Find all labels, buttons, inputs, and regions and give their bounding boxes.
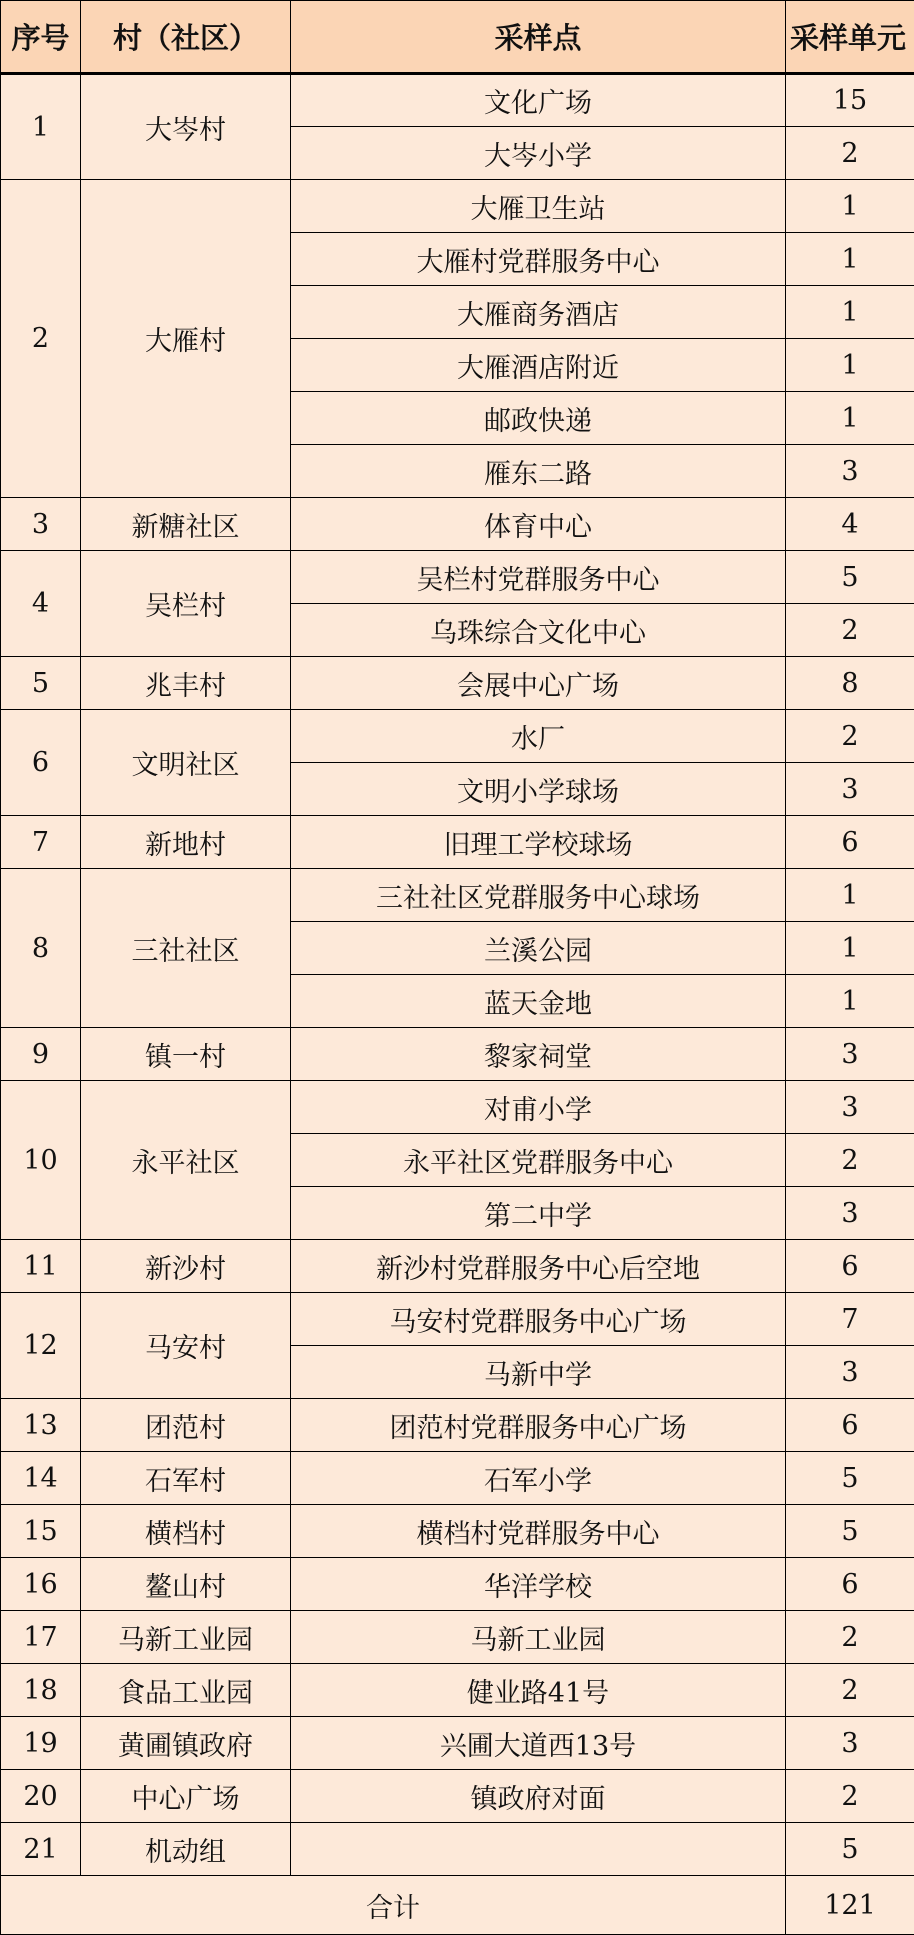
cell-village: 文明社区 [81, 710, 291, 816]
cell-village: 中心广场 [81, 1770, 291, 1823]
cell-units: 6 [786, 1240, 914, 1293]
cell-seq: 17 [1, 1611, 81, 1664]
cell-site: 乌珠综合文化中心 [291, 604, 786, 657]
cell-village: 鳌山村 [81, 1558, 291, 1611]
table-row [1, 1611, 914, 1664]
table-row [1, 1717, 914, 1770]
cell-units: 3 [786, 1187, 914, 1240]
table-body [1, 74, 914, 1876]
cell-site: 吴栏村党群服务中心 [291, 551, 786, 604]
cell-site: 大雁商务酒店 [291, 286, 786, 339]
cell-units: 15 [786, 74, 914, 127]
cell-site: 新沙村党群服务中心后空地 [291, 1240, 786, 1293]
cell-seq: 2 [1, 180, 81, 498]
cell-units: 6 [786, 1558, 914, 1611]
cell-units: 6 [786, 1399, 914, 1452]
cell-units: 5 [786, 1823, 914, 1876]
cell-seq: 11 [1, 1240, 81, 1293]
cell-site: 华洋学校 [291, 1558, 786, 1611]
cell-village: 镇一村 [81, 1028, 291, 1081]
cell-village: 机动组 [81, 1823, 291, 1876]
header-village: 村（社区） [81, 1, 291, 74]
cell-village: 马新工业园 [81, 1611, 291, 1664]
cell-units: 2 [786, 1611, 914, 1664]
cell-site: 镇政府对面 [291, 1770, 786, 1823]
header-site: 采样点 [291, 1, 786, 74]
cell-units: 3 [786, 1081, 914, 1134]
table-row [1, 1399, 914, 1452]
cell-village: 食品工业园 [81, 1664, 291, 1717]
table-row [1, 710, 914, 763]
cell-site: 体育中心 [291, 498, 786, 551]
cell-seq: 3 [1, 498, 81, 551]
cell-units: 5 [786, 1452, 914, 1505]
cell-seq: 5 [1, 657, 81, 710]
cell-seq: 4 [1, 551, 81, 657]
cell-village: 三社社区 [81, 869, 291, 1028]
table-row [1, 551, 914, 604]
header-seq: 序号 [1, 1, 81, 74]
cell-units: 7 [786, 1293, 914, 1346]
cell-site: 旧理工学校球场 [291, 816, 786, 869]
total-label: 合计 [1, 1876, 786, 1935]
cell-site: 大雁酒店附近 [291, 339, 786, 392]
cell-units: 2 [786, 1770, 914, 1823]
cell-village: 黄圃镇政府 [81, 1717, 291, 1770]
cell-village: 兆丰村 [81, 657, 291, 710]
cell-units: 6 [786, 816, 914, 869]
cell-village: 大雁村 [81, 180, 291, 498]
cell-units: 1 [786, 233, 914, 286]
cell-village: 新糖社区 [81, 498, 291, 551]
cell-units: 1 [786, 286, 914, 339]
cell-site: 蓝天金地 [291, 975, 786, 1028]
cell-seq: 8 [1, 869, 81, 1028]
cell-seq: 10 [1, 1081, 81, 1240]
cell-units: 1 [786, 975, 914, 1028]
cell-site: 大岑小学 [291, 127, 786, 180]
cell-site: 大雁卫生站 [291, 180, 786, 233]
cell-site: 永平社区党群服务中心 [291, 1134, 786, 1187]
cell-village: 永平社区 [81, 1081, 291, 1240]
table-row [1, 180, 914, 233]
cell-seq: 9 [1, 1028, 81, 1081]
table-row [1, 74, 914, 127]
cell-village: 新地村 [81, 816, 291, 869]
table-row [1, 657, 914, 710]
table-row [1, 1293, 914, 1346]
cell-site: 三社社区党群服务中心球场 [291, 869, 786, 922]
cell-village: 团范村 [81, 1399, 291, 1452]
cell-village: 横档村 [81, 1505, 291, 1558]
table-row [1, 1770, 914, 1823]
cell-seq: 1 [1, 74, 81, 180]
cell-units: 2 [786, 1134, 914, 1187]
table-row [1, 869, 914, 922]
table-row [1, 1558, 914, 1611]
cell-units: 5 [786, 1505, 914, 1558]
cell-site: 马新中学 [291, 1346, 786, 1399]
cell-units: 1 [786, 869, 914, 922]
cell-seq: 6 [1, 710, 81, 816]
header-units: 采样单元 [786, 1, 914, 74]
cell-units: 2 [786, 604, 914, 657]
cell-site: 文明小学球场 [291, 763, 786, 816]
table-row [1, 1028, 914, 1081]
cell-seq: 20 [1, 1770, 81, 1823]
cell-units: 3 [786, 445, 914, 498]
cell-units: 1 [786, 392, 914, 445]
cell-seq: 13 [1, 1399, 81, 1452]
cell-site: 第二中学 [291, 1187, 786, 1240]
cell-site: 雁东二路 [291, 445, 786, 498]
cell-units: 3 [786, 1717, 914, 1770]
cell-village: 新沙村 [81, 1240, 291, 1293]
table-row [1, 1505, 914, 1558]
cell-units: 1 [786, 922, 914, 975]
cell-seq: 7 [1, 816, 81, 869]
cell-units: 3 [786, 1028, 914, 1081]
cell-site: 健业路41号 [291, 1664, 786, 1717]
cell-village: 马安村 [81, 1293, 291, 1399]
total-row [1, 1876, 914, 1935]
cell-units: 1 [786, 180, 914, 233]
cell-site: 马安村党群服务中心广场 [291, 1293, 786, 1346]
cell-units: 8 [786, 657, 914, 710]
cell-site [291, 1823, 786, 1876]
cell-site: 兴圃大道西13号 [291, 1717, 786, 1770]
cell-site: 黎家祠堂 [291, 1028, 786, 1081]
cell-units: 5 [786, 551, 914, 604]
cell-seq: 12 [1, 1293, 81, 1399]
cell-village: 吴栏村 [81, 551, 291, 657]
cell-site: 对甫小学 [291, 1081, 786, 1134]
table-row [1, 1452, 914, 1505]
cell-site: 横档村党群服务中心 [291, 1505, 786, 1558]
table-row [1, 1823, 914, 1876]
total-value: 121 [786, 1876, 914, 1935]
cell-site: 兰溪公园 [291, 922, 786, 975]
cell-units: 4 [786, 498, 914, 551]
cell-site: 石军小学 [291, 1452, 786, 1505]
cell-units: 3 [786, 763, 914, 816]
table-row [1, 1240, 914, 1293]
cell-site: 文化广场 [291, 74, 786, 127]
cell-site: 水厂 [291, 710, 786, 763]
cell-units: 2 [786, 1664, 914, 1717]
cell-seq: 15 [1, 1505, 81, 1558]
cell-seq: 18 [1, 1664, 81, 1717]
cell-seq: 16 [1, 1558, 81, 1611]
cell-units: 2 [786, 127, 914, 180]
table-row [1, 498, 914, 551]
cell-seq: 21 [1, 1823, 81, 1876]
table-row [1, 1664, 914, 1717]
cell-seq: 14 [1, 1452, 81, 1505]
header-row [1, 1, 914, 74]
cell-units: 2 [786, 710, 914, 763]
cell-site: 大雁村党群服务中心 [291, 233, 786, 286]
cell-units: 3 [786, 1346, 914, 1399]
cell-site: 邮政快递 [291, 392, 786, 445]
cell-site: 会展中心广场 [291, 657, 786, 710]
cell-site: 马新工业园 [291, 1611, 786, 1664]
table-row [1, 1081, 914, 1134]
cell-units: 1 [786, 339, 914, 392]
cell-seq: 19 [1, 1717, 81, 1770]
cell-village: 大岑村 [81, 74, 291, 180]
table-row [1, 816, 914, 869]
cell-village: 石军村 [81, 1452, 291, 1505]
cell-site: 团范村党群服务中心广场 [291, 1399, 786, 1452]
